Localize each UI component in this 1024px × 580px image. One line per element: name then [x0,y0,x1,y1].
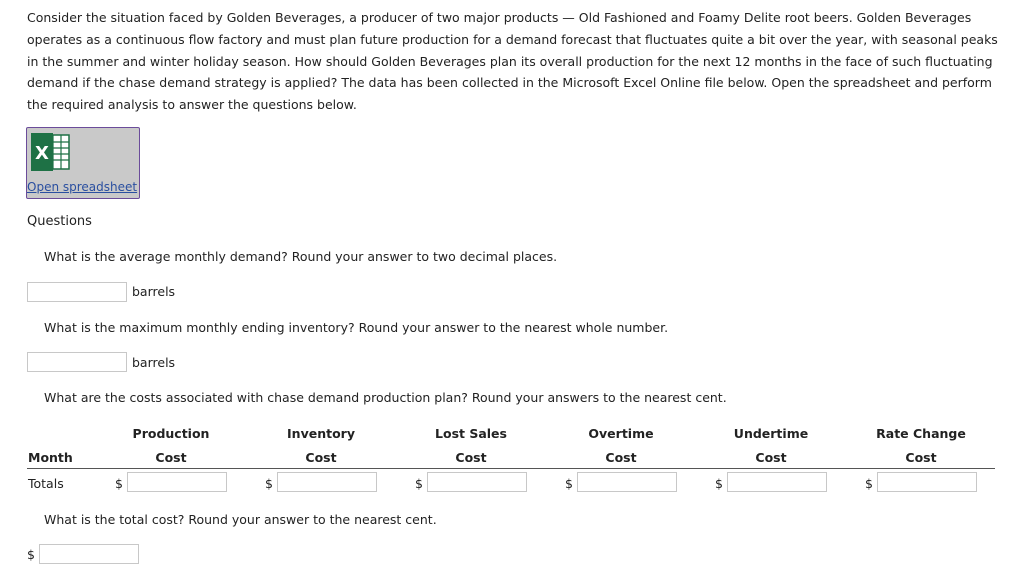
total-cost-input[interactable] [39,544,139,564]
problem-statement: Consider the situation faced by Golden Beverages, a producer of two major products — Old Fashioned and Foamy Delite root beers. Golden Beverages operates as a continuous flow factory and must plan future production for a demand forecast that fluctuates quite a bit over the year, with seasonal peaks in the summer and winter holiday season. How should Golden Beverages plan its overall production for the next 12 months in the face of such fluctuating demand if the chase demand strategy is applied? The data has been collected in the Microsoft Excel Online file below. Open the spreadsheet and perform the required analysis to answer the questions below. [27,10,998,113]
col-header-inventory: Inventory [287,426,355,441]
col-header-overtime-cost: Cost [605,450,637,465]
average-demand-unit: barrels [132,284,176,299]
questions-heading: Questions [27,214,92,229]
overtime-cost-currency: $ [565,476,573,491]
undertime-cost-currency: $ [715,476,723,491]
row-label-totals: Totals [28,476,64,491]
col-header-rate-change-cost: Cost [905,450,937,465]
lost-sales-cost-input[interactable] [427,472,527,492]
col-header-inventory-cost: Cost [305,450,337,465]
rate-change-cost-currency: $ [865,476,873,491]
col-header-lost-sales-cost: Cost [455,450,487,465]
production-cost-currency: $ [115,476,123,491]
lost-sales-cost-currency: $ [415,476,423,491]
col-header-undertime: Undertime [733,426,809,441]
inventory-cost-input[interactable] [277,472,377,492]
max-inventory-input[interactable] [27,352,127,372]
question-max-inventory: What is the maximum monthly ending inventory? Round your answer to the nearest whole number. [44,320,669,335]
svg-text:X: X [35,143,49,164]
overtime-cost-input[interactable] [577,472,677,492]
excel-icon [29,131,73,173]
col-header-lost-sales: Lost Sales [435,426,507,441]
open-spreadsheet-link[interactable]: Open spreadsheet [27,180,138,194]
inventory-cost-currency: $ [265,476,273,491]
total-cost-currency: $ [27,547,35,562]
average-demand-input[interactable] [27,282,127,302]
question-average-demand: What is the average monthly demand? Round your answer to two decimal places. [44,249,558,264]
open-spreadsheet-tile[interactable] [26,127,140,199]
production-cost-input[interactable] [127,472,227,492]
question-total-cost: What is the total cost? Round your answer to the nearest cent. [44,512,437,527]
col-header-rate-change: Rate Change [876,426,966,441]
col-header-production-cost: Cost [155,450,187,465]
col-header-production: Production [132,426,210,441]
rate-change-cost-input[interactable] [877,472,977,492]
table-divider [27,468,995,469]
max-inventory-unit: barrels [132,355,176,370]
question-chase-costs: What are the costs associated with chase demand production plan? Round your answers to the nearest cent. [44,390,727,405]
col-header-overtime: Overtime [588,426,654,441]
col-header-month: Month [28,450,73,465]
col-header-undertime-cost: Cost [755,450,787,465]
undertime-cost-input[interactable] [727,472,827,492]
